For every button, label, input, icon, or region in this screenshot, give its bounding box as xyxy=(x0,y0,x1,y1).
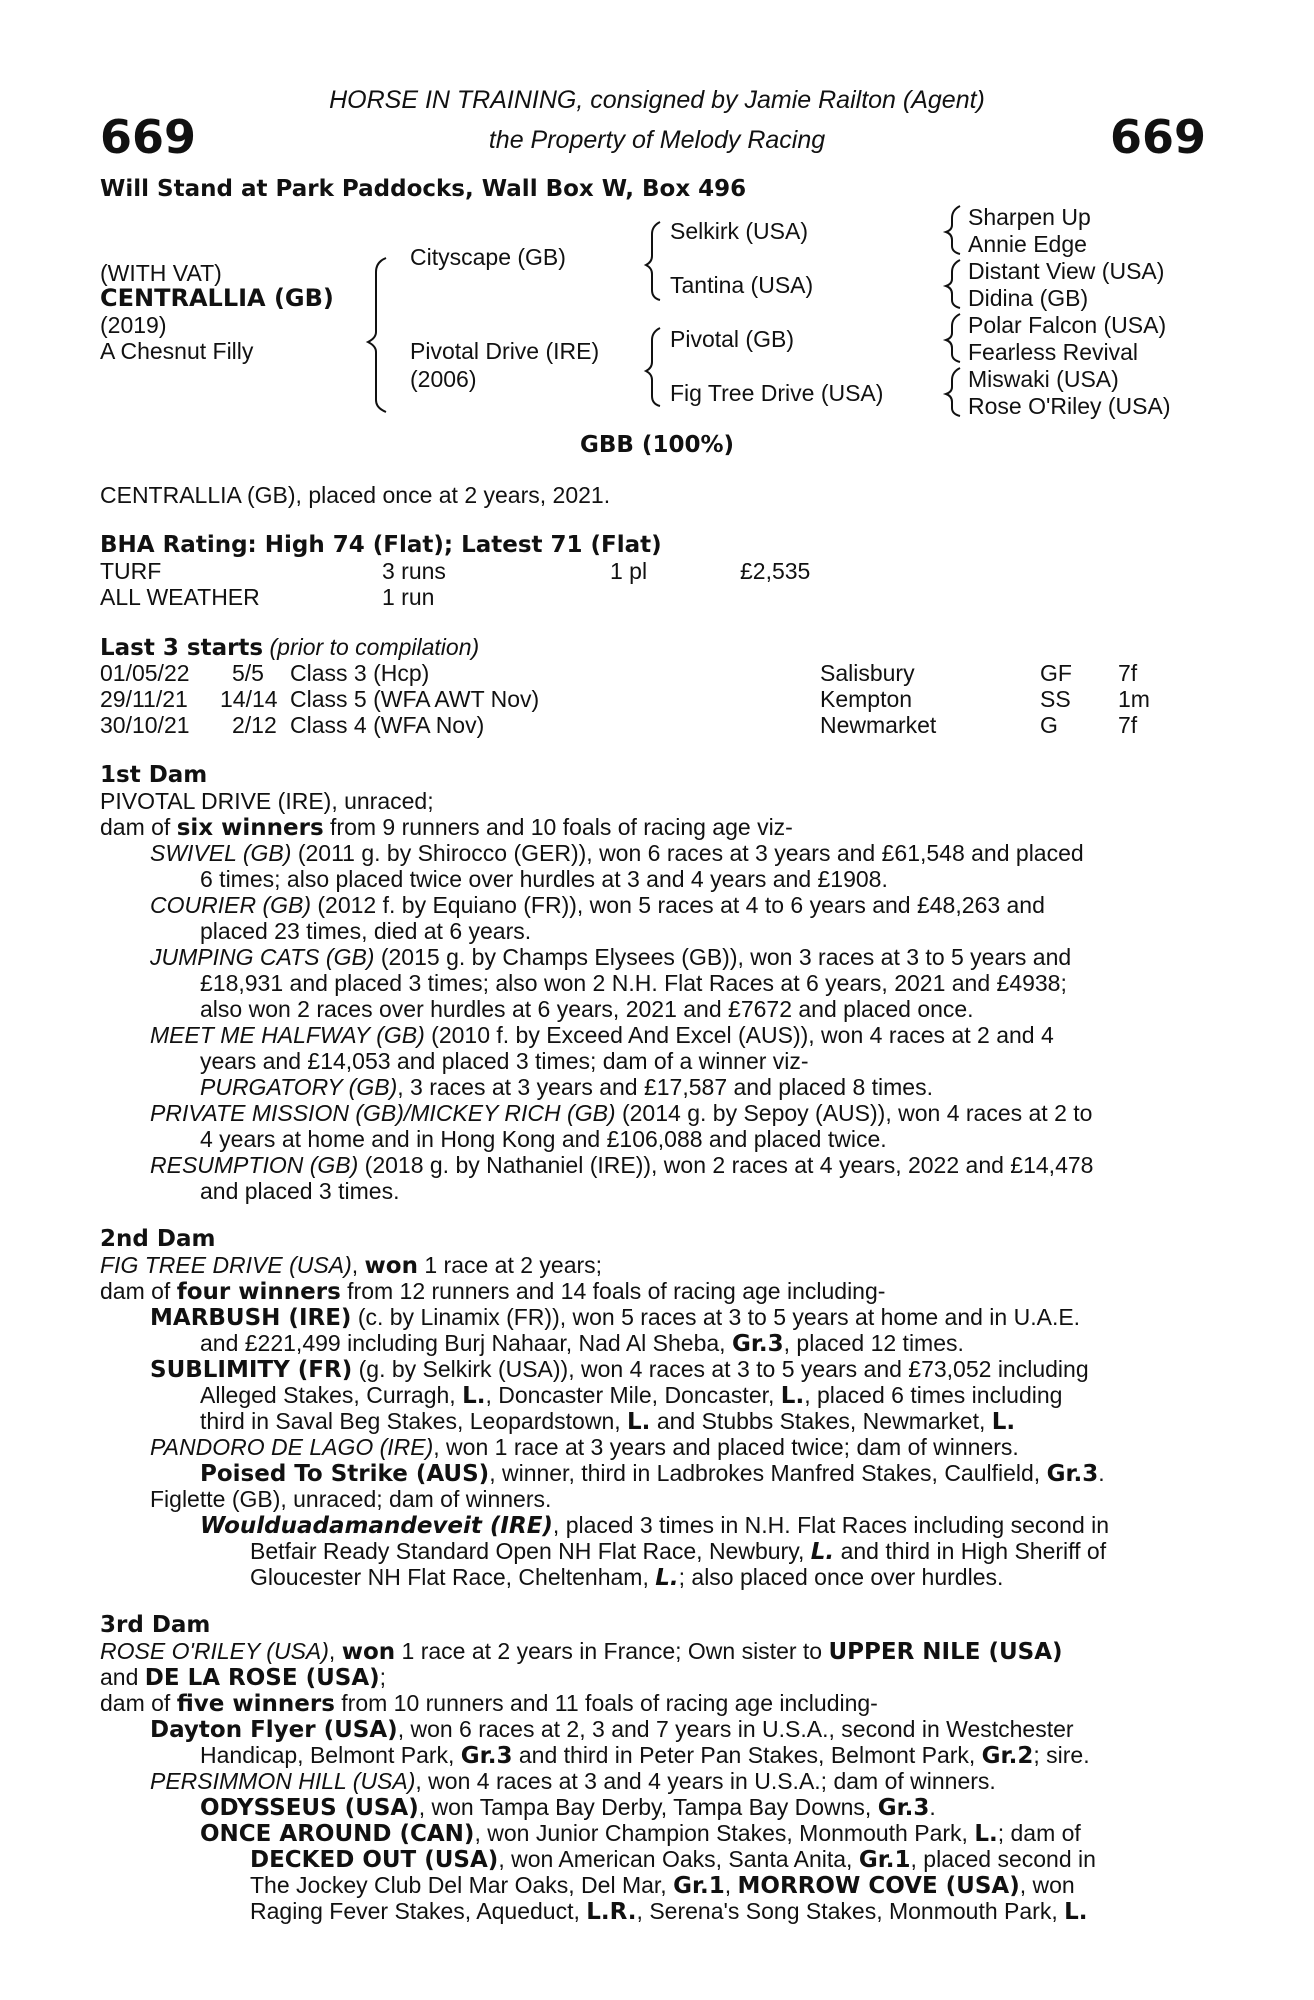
rating-placed: 1 pl xyxy=(610,558,648,584)
dam-dam-dam: Rose O'Riley (USA) xyxy=(968,393,1171,419)
last-starts-title: Last 3 starts xyxy=(100,635,264,661)
rating-surface: ALL WEATHER xyxy=(100,584,260,610)
third-dam-line-cont: and DE LA ROSE (USA); xyxy=(100,1664,387,1691)
start-course: Newmarket xyxy=(820,712,937,738)
sire-dam: Tantina (USA) xyxy=(670,272,814,298)
produce-entry: SWIVEL (GB) (2011 g. by Shirocco (GER)), won 6 races at 3 years and £61,548 and placed xyxy=(150,840,1084,866)
produce-entry-cont: Betfair Ready Standard Open NH Flat Race, Newbury, L. and third in High Sheriff of xyxy=(250,1538,1107,1565)
rating-surface: TURF xyxy=(100,558,162,584)
produce-entry: COURIER (GB) (2012 f. by Equiano (FR)), won 5 races at 4 to 6 years and £48,263 and xyxy=(150,892,1045,918)
dam-sire-sire: Polar Falcon (USA) xyxy=(968,312,1167,338)
start-date: 01/05/22 xyxy=(100,660,190,686)
start-distance: 1m xyxy=(1118,686,1150,712)
sire-dam-sire: Distant View (USA) xyxy=(968,258,1165,284)
consignor-line: HORSE IN TRAINING, consigned by Jamie Railton (Agent) xyxy=(329,86,985,114)
start-distance: 7f xyxy=(1118,712,1138,738)
start-position: 2/12 xyxy=(232,712,277,738)
start-date: 29/11/21 xyxy=(100,686,188,712)
start-race: Class 4 (WFA Nov) xyxy=(290,712,485,738)
dam-sire: Pivotal (GB) xyxy=(670,326,794,352)
last-starts-note: (prior to compilation) xyxy=(269,634,480,660)
dam-dam: Fig Tree Drive (USA) xyxy=(670,380,884,406)
produce-entry: PANDORO DE LAGO (IRE), won 1 race at 3 years and placed twice; dam of winners. xyxy=(150,1434,1019,1460)
produce-entry-cont: DECKED OUT (USA), won American Oaks, Santa Anita, Gr.1, placed second in xyxy=(250,1846,1096,1873)
produce-entry-cont: third in Saval Beg Stakes, Leopardstown, L. and Stubbs Stakes, Newmarket, L. xyxy=(200,1408,1016,1435)
first-dam-heading: 1st Dam xyxy=(100,762,208,788)
vat-note: (WITH VAT) xyxy=(100,260,222,286)
rating-runs: 3 runs xyxy=(382,558,446,584)
produce-entry: RESUMPTION (GB) (2018 g. by Nathaniel (IRE)), won 2 races at 4 years, 2022 and £14,478 xyxy=(150,1152,1094,1178)
sire-sire-sire: Sharpen Up xyxy=(968,204,1091,230)
first-dam-line: PIVOTAL DRIVE (IRE), unraced; xyxy=(100,788,434,814)
produce-entry-cont: PURGATORY (GB), 3 races at 3 years and £17,587 and placed 8 times. xyxy=(200,1074,933,1100)
produce-entry-cont: Woulduadamandeveit (IRE), placed 3 times in N.H. Flat Races including second in xyxy=(200,1512,1110,1539)
produce-entry: PRIVATE MISSION (GB)/MICKEY RICH (GB) (2014 g. by Sepoy (AUS)), won 4 races at 2 to xyxy=(150,1100,1093,1126)
rating-runs: 1 run xyxy=(382,584,435,610)
horse-year: (2019) xyxy=(100,312,167,338)
produce-entry-cont: years and £14,053 and placed 3 times; dam of a winner viz- xyxy=(200,1048,809,1074)
start-course: Salisbury xyxy=(820,660,915,686)
produce-entry: MARBUSH (IRE) (c. by Linamix (FR)), won 5 races at 3 to 5 years at home and in U.A.E. xyxy=(150,1304,1081,1331)
second-dam-line: FIG TREE DRIVE (USA), won 1 race at 2 years; xyxy=(100,1252,603,1279)
sire-sire-dam: Annie Edge xyxy=(968,231,1087,257)
lot-number-left: 669 xyxy=(100,110,197,164)
gbb-note: GBB (100%) xyxy=(579,432,735,458)
start-going: SS xyxy=(1040,686,1071,712)
third-dam-line: ROSE O'RILEY (USA), won 1 race at 2 years in France; Own sister to UPPER NILE (USA) xyxy=(100,1638,1063,1665)
start-position: 5/5 xyxy=(232,660,264,686)
start-position: 14/14 xyxy=(220,686,278,712)
produce-entry: JUMPING CATS (GB) (2015 g. by Champs Elysees (GB)), won 3 races at 3 to 5 years and xyxy=(150,944,1072,970)
stand-location: Will Stand at Park Paddocks, Wall Box W, Box 496 xyxy=(100,176,747,202)
start-going: GF xyxy=(1040,660,1072,686)
produce-entry-cont: 6 times; also placed twice over hurdles at 3 and 4 years and £1908. xyxy=(200,866,888,892)
race-summary: CENTRALLIA (GB), placed once at 2 years, 2021. xyxy=(100,482,611,508)
produce-entry-cont: and £221,499 including Burj Nahaar, Nad Al Sheba, Gr.3, placed 12 times. xyxy=(200,1330,964,1357)
produce-entry-cont: placed 23 times, died at 6 years. xyxy=(200,918,532,944)
sire-sire: Selkirk (USA) xyxy=(670,218,809,244)
produce-entry: MEET ME HALFWAY (GB) (2010 f. by Exceed And Excel (AUS)), won 4 races at 2 and 4 xyxy=(150,1022,1054,1048)
produce-entry: SUBLIMITY (FR) (g. by Selkirk (USA)), won 4 races at 3 to 5 years and £73,052 including xyxy=(150,1356,1089,1383)
produce-entry-cont: ODYSSEUS (USA), won Tampa Bay Derby, Tampa Bay Downs, Gr.3. xyxy=(200,1794,936,1821)
produce-entry-cont: Poised To Strike (AUS), winner, third in Ladbrokes Manfred Stakes, Caulfield, Gr.3. xyxy=(200,1460,1105,1487)
dam-sire-dam: Fearless Revival xyxy=(968,339,1138,365)
sire: Cityscape (GB) xyxy=(410,244,566,270)
sire-dam-dam: Didina (GB) xyxy=(968,285,1089,311)
produce-entry-cont: The Jockey Club Del Mar Oaks, Del Mar, Gr.1, MORROW COVE (USA), won xyxy=(250,1872,1075,1899)
produce-entry: Figlette (GB), unraced; dam of winners. xyxy=(150,1486,552,1512)
produce-entry: Dayton Flyer (USA), won 6 races at 2, 3 and 7 years in U.S.A., second in Westchester xyxy=(150,1716,1074,1743)
produce-entry: PERSIMMON HILL (USA), won 4 races at 3 and 4 years in U.S.A.; dam of winners. xyxy=(150,1768,996,1794)
property-line: the Property of Melody Racing xyxy=(488,126,826,154)
start-course: Kempton xyxy=(820,686,913,712)
dam-year: (2006) xyxy=(410,366,477,392)
last-starts-heading xyxy=(100,634,479,661)
start-distance: 7f xyxy=(1118,660,1138,686)
produce-entry-cont: £18,931 and placed 3 times; also won 2 N.H. Flat Races at 6 years, 2021 and £4938; xyxy=(200,970,1067,996)
third-dam-heading: 3rd Dam xyxy=(100,1612,211,1638)
dam: Pivotal Drive (IRE) xyxy=(410,338,600,364)
lot-number-right: 669 xyxy=(1109,110,1206,164)
produce-entry-cont: ONCE AROUND (CAN), won Junior Champion Stakes, Monmouth Park, L.; dam of xyxy=(200,1820,1081,1847)
second-dam-produce-line: dam of four winners from 12 runners and 14 foals of racing age including- xyxy=(100,1278,886,1305)
start-race: Class 3 (Hcp) xyxy=(290,660,430,686)
horse-name: CENTRALLIA (GB) xyxy=(100,284,334,312)
third-dam-produce-line: dam of five winners from 10 runners and 11 foals of racing age including- xyxy=(100,1690,878,1717)
bha-rating: BHA Rating: High 74 (Flat); Latest 71 (Flat) xyxy=(100,532,662,558)
produce-entry-cont: Gloucester NH Flat Race, Cheltenham, L.; also placed once over hurdles. xyxy=(250,1564,1004,1591)
start-date: 30/10/21 xyxy=(100,712,190,738)
second-dam-heading: 2nd Dam xyxy=(100,1226,216,1252)
horse-description: A Chesnut Filly xyxy=(100,338,254,364)
produce-entry-cont: 4 years at home and in Hong Kong and £106,088 and placed twice. xyxy=(200,1126,887,1152)
rating-prize: £2,535 xyxy=(740,558,811,584)
start-race: Class 5 (WFA AWT Nov) xyxy=(290,686,540,712)
dam-dam-sire: Miswaki (USA) xyxy=(968,366,1119,392)
produce-entry-cont: also won 2 races over hurdles at 6 years, 2021 and £7672 and placed once. xyxy=(200,996,974,1022)
produce-entry-cont: Handicap, Belmont Park, Gr.3 and third in Peter Pan Stakes, Belmont Park, Gr.2; sire. xyxy=(200,1742,1090,1769)
start-going: G xyxy=(1040,712,1058,738)
produce-entry-cont: and placed 3 times. xyxy=(200,1178,400,1204)
produce-entry-cont: Alleged Stakes, Curragh, L., Doncaster Mile, Doncaster, L., placed 6 times including xyxy=(200,1382,1063,1409)
produce-entry-cont: Raging Fever Stakes, Aqueduct, L.R., Serena's Song Stakes, Monmouth Park, L. xyxy=(250,1898,1088,1925)
first-dam-produce-line: dam of six winners from 9 runners and 10 foals of racing age viz- xyxy=(100,814,793,841)
